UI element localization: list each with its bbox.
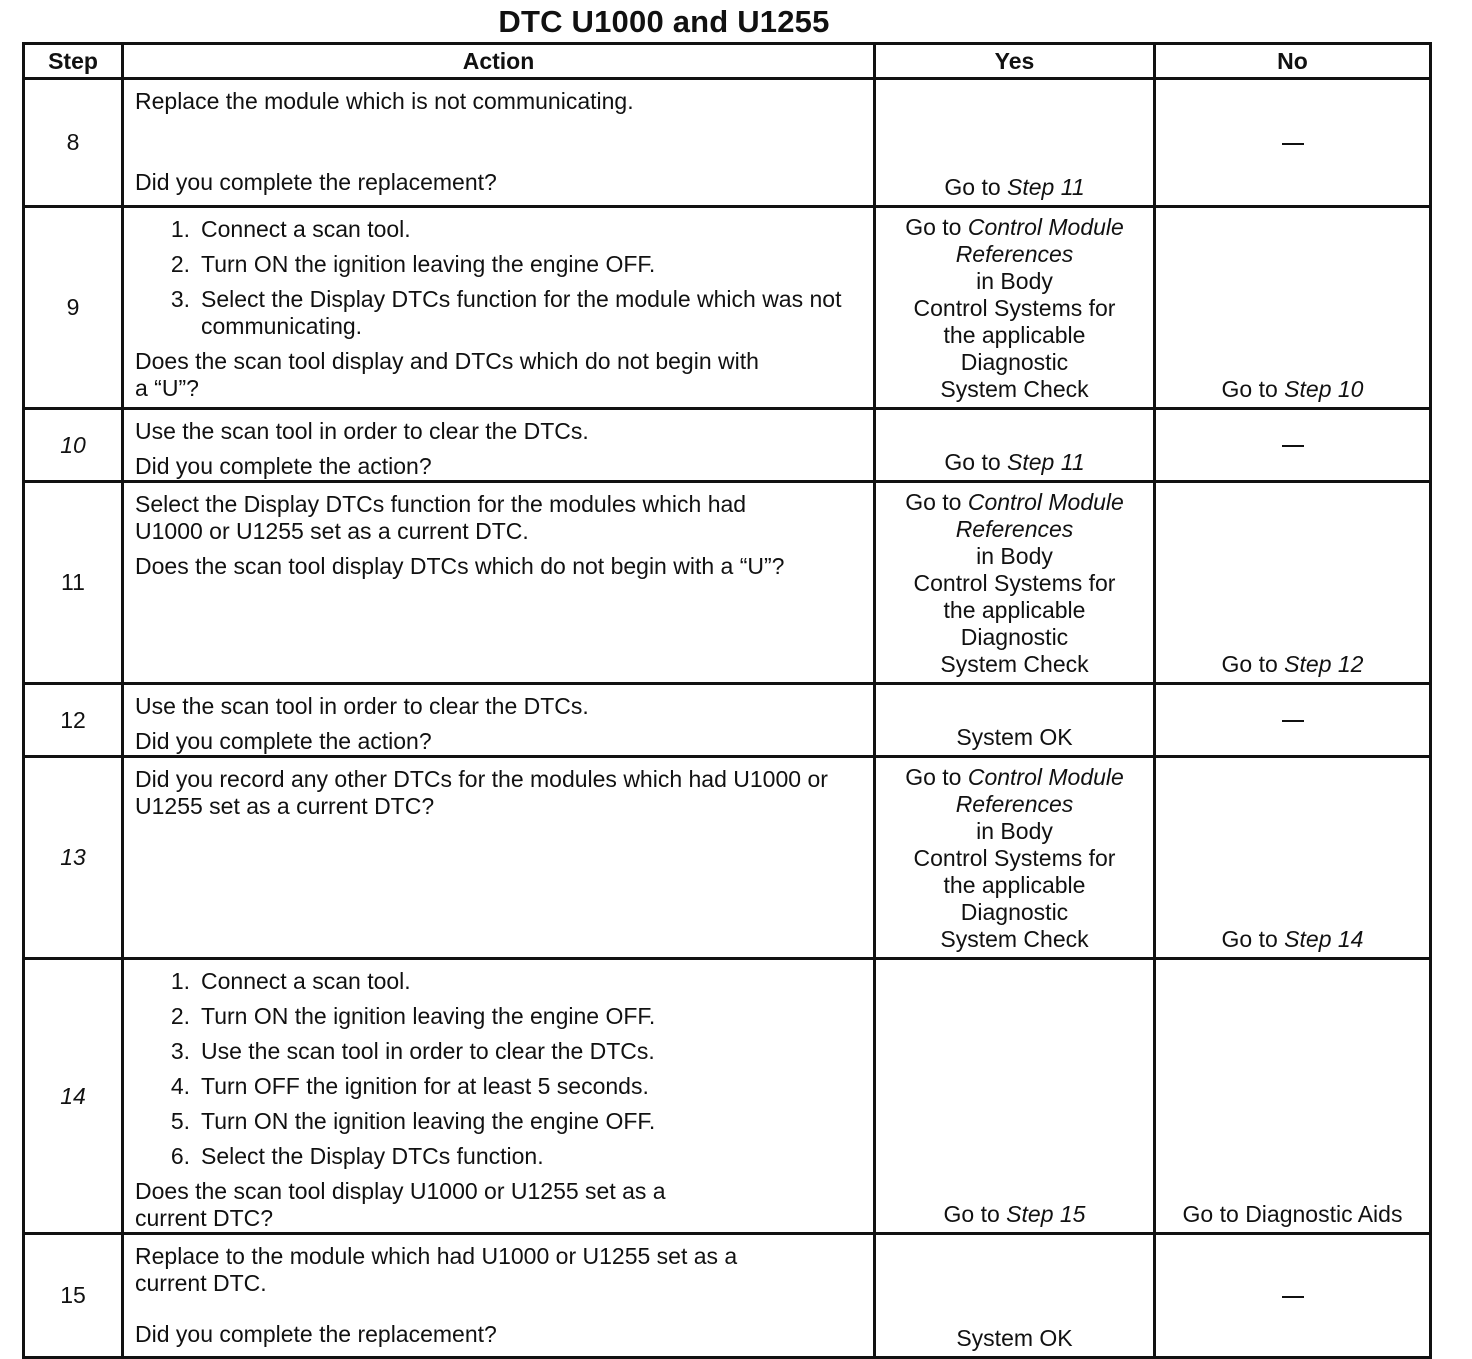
page-title: DTC U1000 and U1255 [498, 4, 830, 39]
no-cell [1155, 1234, 1431, 1358]
dash-mark [1282, 1296, 1304, 1298]
list-item: 1. Connect a scan tool. [170, 968, 411, 994]
header-yes: Yes [875, 44, 1155, 79]
no-link[interactable]: Step 10 [1284, 376, 1364, 402]
yes-prefix: Go to [944, 174, 1008, 200]
table-row [24, 959, 1431, 1234]
no-cell [1155, 684, 1431, 757]
step-number: 15 [24, 1234, 123, 1358]
list-item: 4. Turn OFF the ignition for at least 5 seconds. [170, 1073, 649, 1099]
table-row [24, 757, 1431, 959]
yes-cell: System OK [875, 1234, 1155, 1358]
no-cell: Go to Diagnostic Aids [1155, 959, 1431, 1234]
action-text: Use the scan tool in order to clear the DTCs. [135, 418, 589, 444]
step-number: 13 [24, 757, 123, 959]
table-row [24, 1234, 1431, 1358]
header-no: No [1155, 44, 1431, 79]
yes-cell: System OK [875, 684, 1155, 757]
step-number: 11 [24, 482, 123, 684]
yes-cell: Go to Control Module References in Body Control Systems for the applicable Diagnostic System Check [875, 207, 1155, 409]
action-cell [123, 207, 875, 409]
table-row [24, 482, 1431, 684]
action-cell [123, 482, 875, 684]
action-cell [123, 79, 875, 207]
action-list [135, 216, 863, 340]
step-number: 9 [24, 207, 123, 409]
step-number: 12 [24, 684, 123, 757]
no-link[interactable]: Step 12 [1284, 651, 1364, 677]
action-list [135, 968, 863, 1170]
yes-cell [875, 79, 1155, 207]
action-text: Replace to the module which had U1000 or U1255 set as a current DTC. [135, 1243, 738, 1296]
action-text: Select the Display DTCs function for the modules which had U1000 or U1255 set as a current DTC. [135, 491, 747, 544]
yes-cell: Go to Step 11 [875, 409, 1155, 482]
table-row [24, 684, 1431, 757]
no-cell: Go to Step 14 [1155, 757, 1431, 959]
table-row [24, 409, 1431, 482]
list-item: 1. Connect a scan tool. [170, 216, 411, 242]
header-action: Action [123, 44, 875, 79]
yes-link[interactable]: Control Module References [955, 489, 1124, 542]
header-step: Step [24, 44, 123, 79]
table-row [24, 79, 1431, 207]
action-question: Does the scan tool display U1000 or U1255 set as a current DTC? [135, 1178, 666, 1231]
list-item: 3. Select the Display DTCs function for the module which was not communicating. [170, 286, 842, 339]
yes-link[interactable]: Step 11 [1007, 449, 1085, 475]
yes-cell: Go to Step 15 [875, 959, 1155, 1234]
action-question: Does the scan tool display DTCs which do not begin with a “U”? [135, 553, 785, 579]
yes-cell: Go to Control Module References in Body Control Systems for the applicable Diagnostic System Check [875, 757, 1155, 959]
table-row [24, 207, 1431, 409]
action-cell [123, 757, 875, 959]
no-cell [1155, 79, 1431, 207]
list-item: 2. Turn ON the ignition leaving the engine OFF. [170, 1003, 656, 1029]
yes-link[interactable]: Step 15 [1006, 1201, 1086, 1227]
action-text: Did you record any other DTCs for the modules which had U1000 or U1255 set as a current DTC? [135, 766, 828, 819]
yes-link[interactable]: Control Module References [955, 214, 1124, 267]
action-text: Use the scan tool in order to clear the DTCs. [135, 693, 589, 719]
action-question: Did you complete the action? [135, 453, 432, 479]
action-question: Did you complete the replacement? [135, 1321, 497, 1347]
yes-link[interactable]: Control Module References [955, 764, 1124, 817]
action-question: Did you complete the replacement? [135, 169, 497, 195]
action-cell [123, 409, 875, 482]
action-question: Did you complete the action? [135, 728, 432, 754]
step-number: 14 [24, 959, 123, 1234]
no-cell [1155, 409, 1431, 482]
dash-mark [1282, 445, 1304, 447]
action-cell [123, 959, 875, 1234]
action-cell [123, 1234, 875, 1358]
action-text: Replace the module which is not communicating. [135, 88, 634, 114]
step-number: 8 [24, 79, 123, 207]
no-cell: Go to Step 10 [1155, 207, 1431, 409]
header-row [24, 44, 1431, 79]
action-cell [123, 684, 875, 757]
step-number: 10 [24, 409, 123, 482]
no-link[interactable]: Step 14 [1284, 926, 1364, 952]
list-item: 6. Select the Display DTCs function. [170, 1143, 544, 1169]
list-item: 5. Turn ON the ignition leaving the engine OFF. [170, 1108, 656, 1134]
action-question: Does the scan tool display and DTCs which do not begin with a “U”? [135, 348, 759, 401]
no-cell: Go to Step 12 [1155, 482, 1431, 684]
dash-mark [1282, 143, 1304, 145]
list-item: 3. Use the scan tool in order to clear the DTCs. [170, 1038, 655, 1064]
dash-mark [1282, 720, 1304, 722]
yes-link[interactable]: Step 11 [1007, 174, 1085, 200]
list-item: 2. Turn ON the ignition leaving the engine OFF. [170, 251, 656, 277]
yes-cell: Go to Control Module References in Body Control Systems for the applicable Diagnostic System Check [875, 482, 1155, 684]
diagnostic-table [22, 42, 1432, 1359]
